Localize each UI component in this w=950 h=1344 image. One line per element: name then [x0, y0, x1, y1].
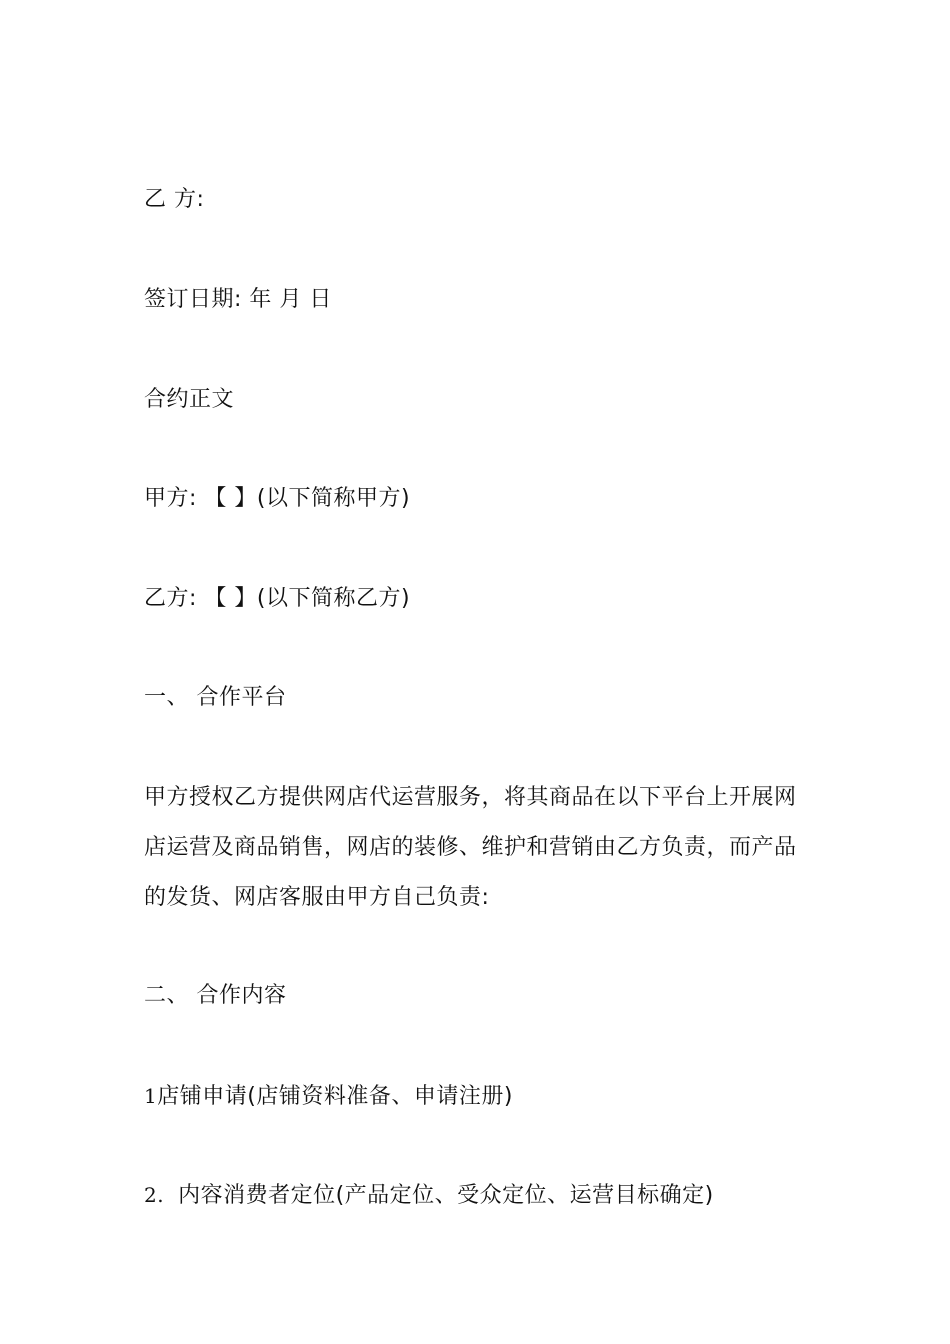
item-1-number: 1: [144, 1084, 158, 1108]
item-1-text: 店铺申请(店铺资料准备、申请注册): [157, 1084, 513, 1109]
section1-paragraph: [144, 773, 808, 923]
item-2-number: 2.: [144, 1183, 165, 1207]
section1-heading: 一、 合作平台: [144, 685, 287, 710]
section1-paragraph-line: 甲方授权乙方提供网店代运营服务，将其商品在以下平台上开展网: [144, 785, 797, 810]
party-b-label: 乙 方:: [144, 187, 205, 212]
section1-paragraph-line: 店运营及商品销售，网店的装修、维护和营销由乙方负责，而产品: [144, 835, 797, 860]
item-2-text: 内容消费者定位(产品定位、受众定位、运营目标确定): [178, 1183, 714, 1208]
contract-body-heading: 合约正文: [144, 387, 235, 412]
section2-heading: 二、 合作内容: [144, 983, 287, 1008]
item-2: [144, 1170, 714, 1221]
sign-date-line: 签订日期: 年 月 日: [144, 287, 332, 312]
section1-paragraph-line: 的发货、网店客服由甲方自己负责:: [144, 885, 490, 910]
party-b-line: 乙方: 【 】(以下简称乙方): [144, 586, 411, 611]
item-1: [144, 1071, 513, 1122]
party-a-line: 甲方: 【 】(以下简称甲方): [144, 486, 411, 511]
